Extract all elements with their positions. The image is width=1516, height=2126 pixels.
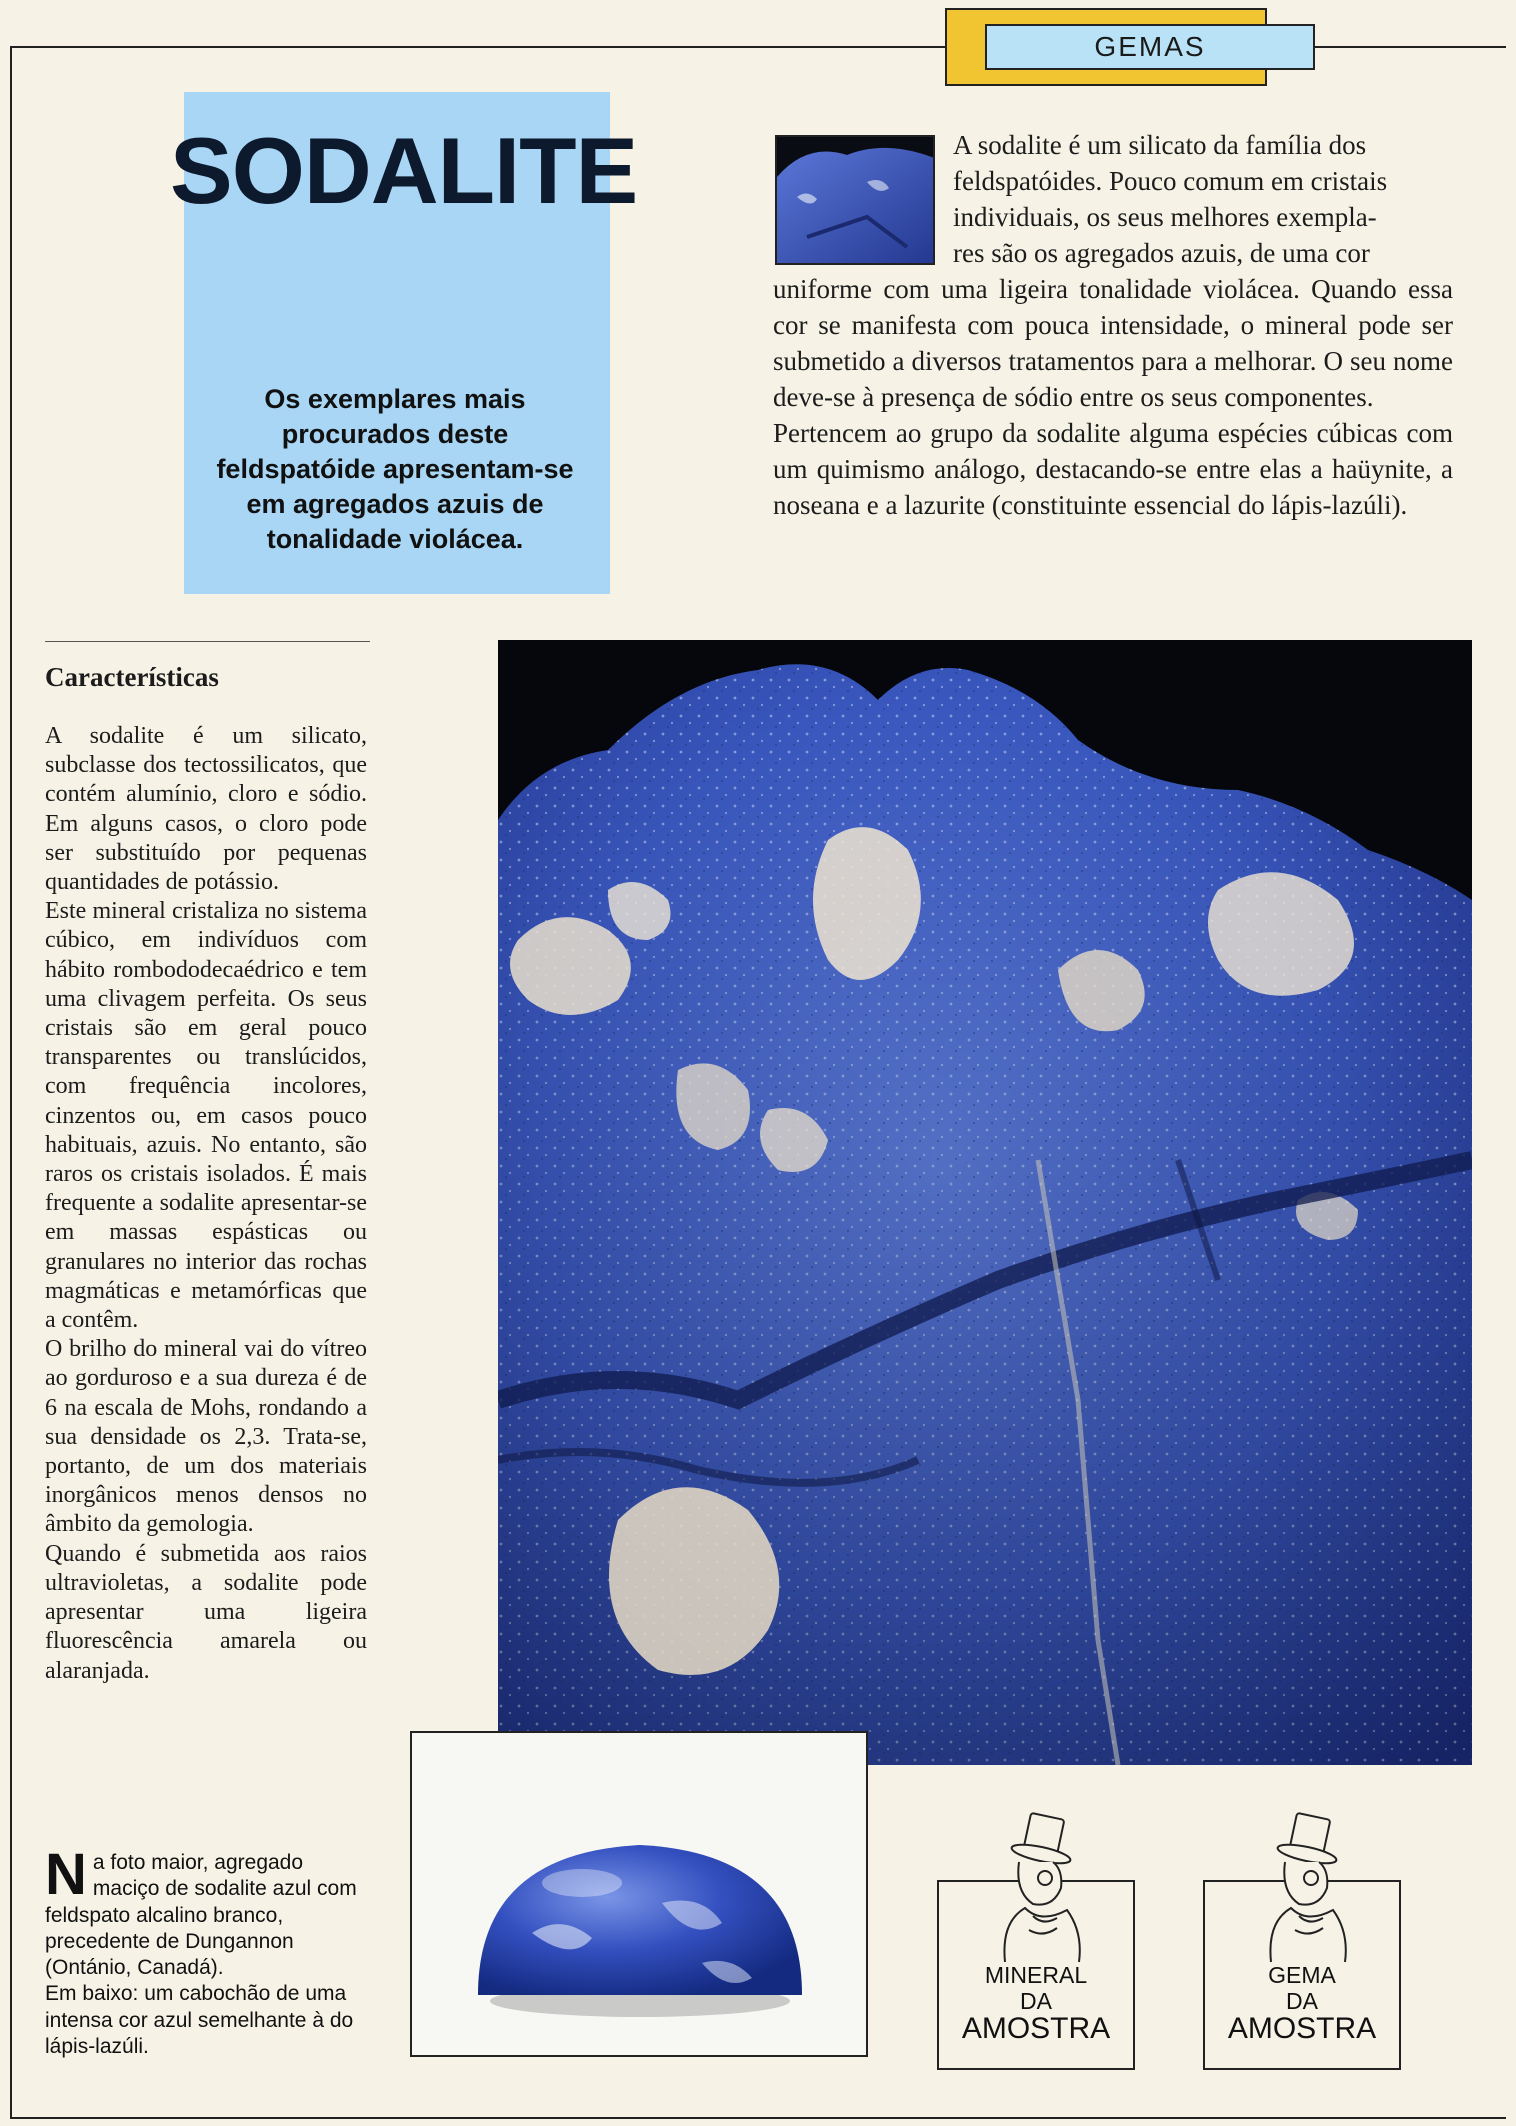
- badge-line-3: AMOSTRA: [1227, 2012, 1377, 2045]
- page-title: SODALITE: [170, 118, 638, 223]
- page-frame-left: [10, 46, 12, 2118]
- characteristics-heading: Características: [45, 662, 219, 692]
- page-frame-bottom: [10, 2117, 1506, 2119]
- body-intro-full: [773, 271, 1453, 523]
- badge-line-2: DA: [1020, 1988, 1052, 2014]
- gema-da-amostra-badge: [1203, 1812, 1493, 2072]
- body-line-3: individuais, os seus melhores exempla-: [953, 202, 1377, 232]
- body-line-1: A sodalite é um silicato da família dos: [953, 130, 1367, 160]
- sodalite-thumbnail-photo: [775, 135, 935, 265]
- characteristics-paragraph-1: A sodalite é um silicato, subclasse dos tectossilicatos, que contém alumínio, cloro e sódio. Em alguns casos, o cloro pode ser substituído por pequenas quantidades de potássio.: [45, 723, 367, 896]
- body-paragraph-2: Pertencem ao grupo da sodalite alguma espécies cúbicas com um quimismo análogo, destacando-se entre elas a haüynite, a noseana e a lazurite (constituinte essencial do lápis-lazúli).: [773, 418, 1453, 520]
- collector-figure-icon: [975, 1812, 1095, 1962]
- characteristics-text: [45, 722, 367, 1686]
- sodalite-aggregate-photo: [498, 640, 1472, 1765]
- characteristics-paragraph-2: Este mineral cristaliza no sistema cúbico, em indivíduos com hábito rombododecaédrico e tem uma clivagem perfeita. Os seus cristais são em geral pouco transparentes ou translúcidos, com frequência incolores, cinzentos ou, em casos pouco habituais, azuis. No entanto, são raros os cristais isolados. É mais frequente a sodalite apresentar-se em massas espásticas ou granulares no interior das rochas magmáticas e metamórficas que a contêm.: [45, 898, 367, 1334]
- characteristics-paragraph-3: O brilho do mineral vai do vítreo ao gorduroso e a sua dureza é de 6 na escala de Mohs, rondando a sua densidade os 2,3. Trata-se, portanto, de um dos materiais inorgânicos menos densos no âmbito da gemologia.: [45, 1336, 367, 1538]
- caption-text: a foto maior, agregado maciço de sodalite azul com feldspato alcalino branco, precedente de Dungannon (Ontánio, Canadá).: [45, 1851, 357, 1980]
- body-line-2: feldspatóides. Pouco comum em cristais: [953, 166, 1388, 196]
- collector-figure-icon: [1241, 1812, 1361, 1962]
- body-intro-indented: [953, 127, 1453, 271]
- caption-dropcap: N: [45, 1842, 87, 1907]
- body-line-4: res são os agregados azuis, de uma cor: [953, 238, 1370, 268]
- caption-text-2: Em baixo: um cabochão de uma intensa cor azul semelhante à do lápis-lazúli.: [45, 1982, 354, 2059]
- mineral-da-amostra-badge: [937, 1812, 1227, 2072]
- body-paragraph-1: uniforme com uma ligeira tonalidade violácea. Quando essa cor se manifesta com pouca intensidade, o mineral pode ser submetido a diversos tratamentos para a melhorar. O seu nome deve-se à presença de sódio entre os seus componentes.: [773, 274, 1453, 412]
- badge-line-1: GEMA: [1268, 1962, 1336, 1988]
- photo-caption: [45, 1842, 375, 2060]
- badge-line-3: AMOSTRA: [961, 2012, 1111, 2045]
- badge-line-1: MINERAL: [984, 1962, 1088, 1988]
- intro-summary: Os exemplares mais procurados deste feldspatóide apresentam-se em agregados azuis de tonalidade violácea.: [216, 384, 574, 554]
- badge-line-2: DA: [1286, 1988, 1318, 2014]
- section-rule: [45, 641, 370, 642]
- section-tab-label: GEMAS: [985, 24, 1315, 70]
- characteristics-paragraph-4: Quando é submetida aos raios ultravioletas, a sodalite pode apresentar uma ligeira fluorescência amarela ou alaranjada.: [45, 1540, 367, 1684]
- cabochon-photo: [410, 1731, 868, 2057]
